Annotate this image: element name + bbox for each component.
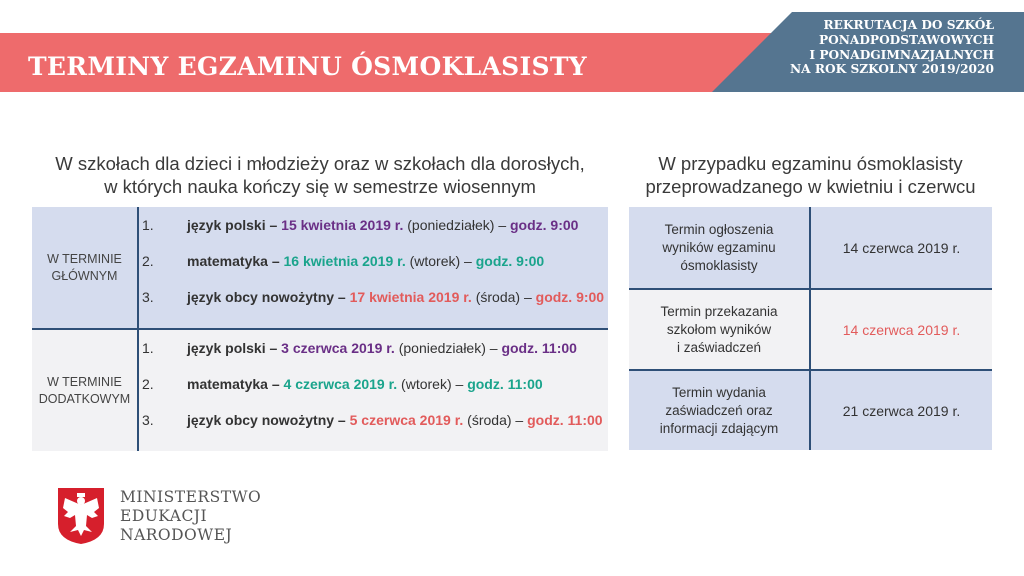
section-label: W TERMINIE DODATKOWYM bbox=[32, 330, 139, 451]
separator: – bbox=[267, 376, 284, 392]
item-number: 1. bbox=[142, 217, 154, 233]
table-row bbox=[629, 207, 992, 288]
results-dates-table bbox=[629, 207, 992, 450]
row-value: 14 czerwca 2019 r. bbox=[842, 239, 961, 256]
additional-term-section bbox=[32, 328, 608, 451]
weekday: (poniedziałek) – bbox=[403, 217, 510, 233]
exam-time: godz. 9:00 bbox=[535, 289, 605, 305]
exam-time: godz. 11:00 bbox=[467, 376, 543, 392]
exam-time: godz. 9:00 bbox=[475, 253, 545, 269]
exam-item bbox=[139, 412, 608, 448]
row-label: Termin przekazania szkołom wyników i zaświadczeń bbox=[629, 290, 811, 369]
subject: język obcy nowożytny bbox=[187, 289, 335, 305]
polish-eagle-emblem-icon bbox=[56, 486, 106, 546]
exam-date: 3 czerwca 2019 r. bbox=[281, 340, 395, 356]
item-number: 3. bbox=[142, 412, 154, 428]
left-heading bbox=[32, 152, 608, 198]
subject: język polski bbox=[187, 340, 266, 356]
separator: – bbox=[334, 289, 350, 305]
exam-list bbox=[139, 207, 608, 328]
exam-date: 4 czerwca 2019 r. bbox=[283, 376, 398, 392]
exam-date: 15 kwietnia 2019 r. bbox=[281, 217, 404, 233]
row-value: 21 czerwca 2019 r. bbox=[842, 402, 961, 419]
item-number: 2. bbox=[142, 253, 154, 269]
caption-line: I PONADGIMNAZJALNYCH bbox=[809, 47, 994, 62]
exam-list bbox=[139, 330, 608, 451]
table-row bbox=[629, 369, 992, 450]
weekday: (środa) – bbox=[463, 412, 528, 428]
caption-line: PONADPODSTAWOWYCH bbox=[818, 32, 994, 47]
exam-time: godz. 9:00 bbox=[510, 217, 579, 233]
exam-item bbox=[139, 340, 608, 376]
separator: – bbox=[265, 217, 282, 233]
caption-line: NA ROK SZKOLNY 2019/2020 bbox=[790, 62, 994, 77]
exam-item bbox=[139, 376, 608, 412]
exam-time: godz. 11:00 bbox=[527, 412, 603, 428]
weekday: (wtorek) – bbox=[405, 253, 476, 269]
row-label: Termin ogłoszenia wyników egzaminu ósmoklasisty bbox=[629, 207, 811, 288]
logo-line: MINISTERSTWO bbox=[120, 488, 262, 506]
section-label: W TERMINIE GŁÓWNYM bbox=[32, 207, 139, 328]
logo-line: NARODOWEJ bbox=[120, 526, 233, 544]
logo-line: EDUKACJI bbox=[120, 507, 208, 525]
heading-line: przeprowadzanego w kwietniu i czerwcu bbox=[645, 176, 976, 197]
row-label: Termin wydania zaświadczeń oraz informacji zdającym bbox=[629, 371, 811, 450]
main-term-section bbox=[32, 207, 608, 328]
recruitment-caption bbox=[790, 18, 994, 77]
weekday: (wtorek) – bbox=[397, 376, 468, 392]
heading-line: W szkołach dla dzieci i młodzieży oraz w szkołach dla dorosłych, bbox=[55, 153, 585, 174]
exam-date: 16 kwietnia 2019 r. bbox=[283, 253, 406, 269]
exam-item bbox=[139, 253, 608, 289]
subject: język polski bbox=[187, 217, 266, 233]
weekday: (środa) – bbox=[471, 289, 536, 305]
exam-item bbox=[139, 289, 608, 325]
ministry-logo-text bbox=[120, 488, 261, 545]
item-number: 1. bbox=[142, 340, 154, 356]
exam-date: 5 czerwca 2019 r. bbox=[349, 412, 464, 428]
separator: – bbox=[334, 412, 350, 428]
item-number: 2. bbox=[142, 376, 154, 392]
heading-line: W przypadku egzaminu ósmoklasisty bbox=[658, 153, 963, 174]
page-title: TERMINY EGZAMINU ÓSMOKLASISTY bbox=[28, 52, 587, 81]
weekday: (poniedziałek) – bbox=[394, 340, 502, 356]
table-row bbox=[629, 288, 992, 369]
subject: język obcy nowożytny bbox=[187, 412, 335, 428]
right-heading bbox=[629, 152, 992, 198]
exam-schedule-table bbox=[32, 207, 608, 451]
exam-time: godz. 11:00 bbox=[501, 340, 577, 356]
subject: matematyka bbox=[187, 376, 268, 392]
heading-line: w których nauka kończy się w semestrze wiosennym bbox=[104, 176, 536, 197]
separator: – bbox=[267, 253, 284, 269]
exam-item bbox=[139, 217, 608, 253]
row-value: 14 czerwca 2019 r. bbox=[842, 321, 961, 338]
separator: – bbox=[265, 340, 282, 356]
caption-line: REKRUTACJA DO SZKÓŁ bbox=[823, 18, 994, 32]
subject: matematyka bbox=[187, 253, 268, 269]
item-number: 3. bbox=[142, 289, 154, 305]
exam-date: 17 kwietnia 2019 r. bbox=[349, 289, 472, 305]
